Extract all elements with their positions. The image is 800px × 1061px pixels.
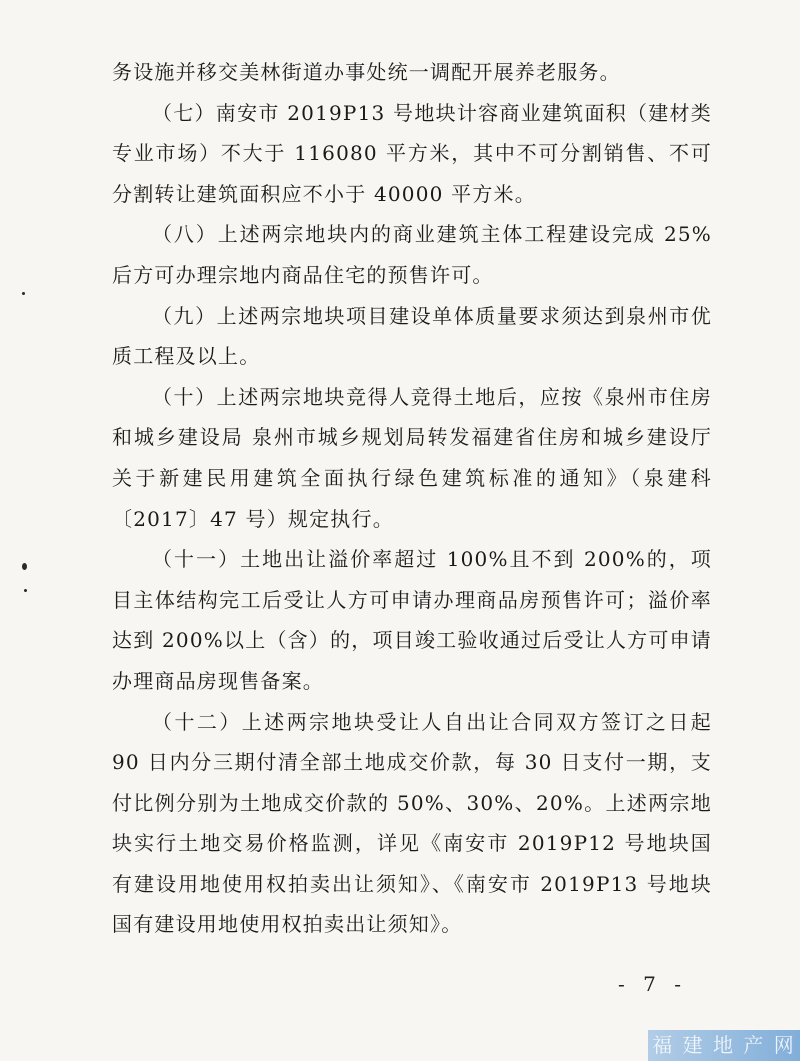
paragraph-item-9: （九）上述两宗地块项目建设单体质量要求须达到泉州市优质工程及以上。	[112, 303, 712, 369]
watermark: 福 建 地 产 网	[648, 1030, 800, 1061]
paragraph-item-8: （八）上述两宗地块内的商业建筑主体工程建设完成 25% 后方可办理宗地内商品住宅的预售许可。	[112, 222, 712, 287]
scan-speck	[22, 292, 25, 295]
paragraph-continuation: 务设施并移交美林街道办事处统一调配开展养老服务。	[112, 60, 621, 84]
scan-speck	[24, 589, 27, 592]
scan-speck	[22, 563, 27, 570]
paragraph-item-10: （十）上述两宗地块竞得人竞得土地后，应按《泉州市住房和城乡建设局 泉州市城乡规划局转发福建省住房和城乡建设厅关于新建民用建筑全面执行绿色建筑标准的通知》（泉建科〔2017〕47 号）规定执行。	[112, 384, 712, 531]
paragraph-item-11: （十一）土地出让溢价率超过 100%且不到 200%的，项目主体结构完工后受让人方可申请办理商品房预售许可；溢价率达到 200%以上（含）的，项目竣工验收通过后受让人方可申请办理商品房现售备案。	[112, 547, 712, 693]
document-body	[112, 52, 712, 945]
page-number: - 7 -	[618, 972, 687, 996]
paragraph-item-7: （七）南安市 2019P13 号地块计容商业建筑面积（建材类专业市场）不大于 116080 平方米，其中不可分割销售、不可分割转让建筑面积应不小于 40000 平方米。	[112, 100, 712, 206]
paragraph-item-12: （十二）上述两宗地块受让人自出让合同双方签订之日起 90 日内分三期付清全部土地成交价款，每 30 日支付一期，支付比例分别为土地成交价款的 50%、30%、20%。上述两宗地块实行土地交易价格监测，详见《南安市 2019P12 号地块国有建设用地使用权拍卖出让须知》、《南安市 2019P13 号地块国有建设用地使用权拍卖出让须知》。	[112, 709, 712, 937]
